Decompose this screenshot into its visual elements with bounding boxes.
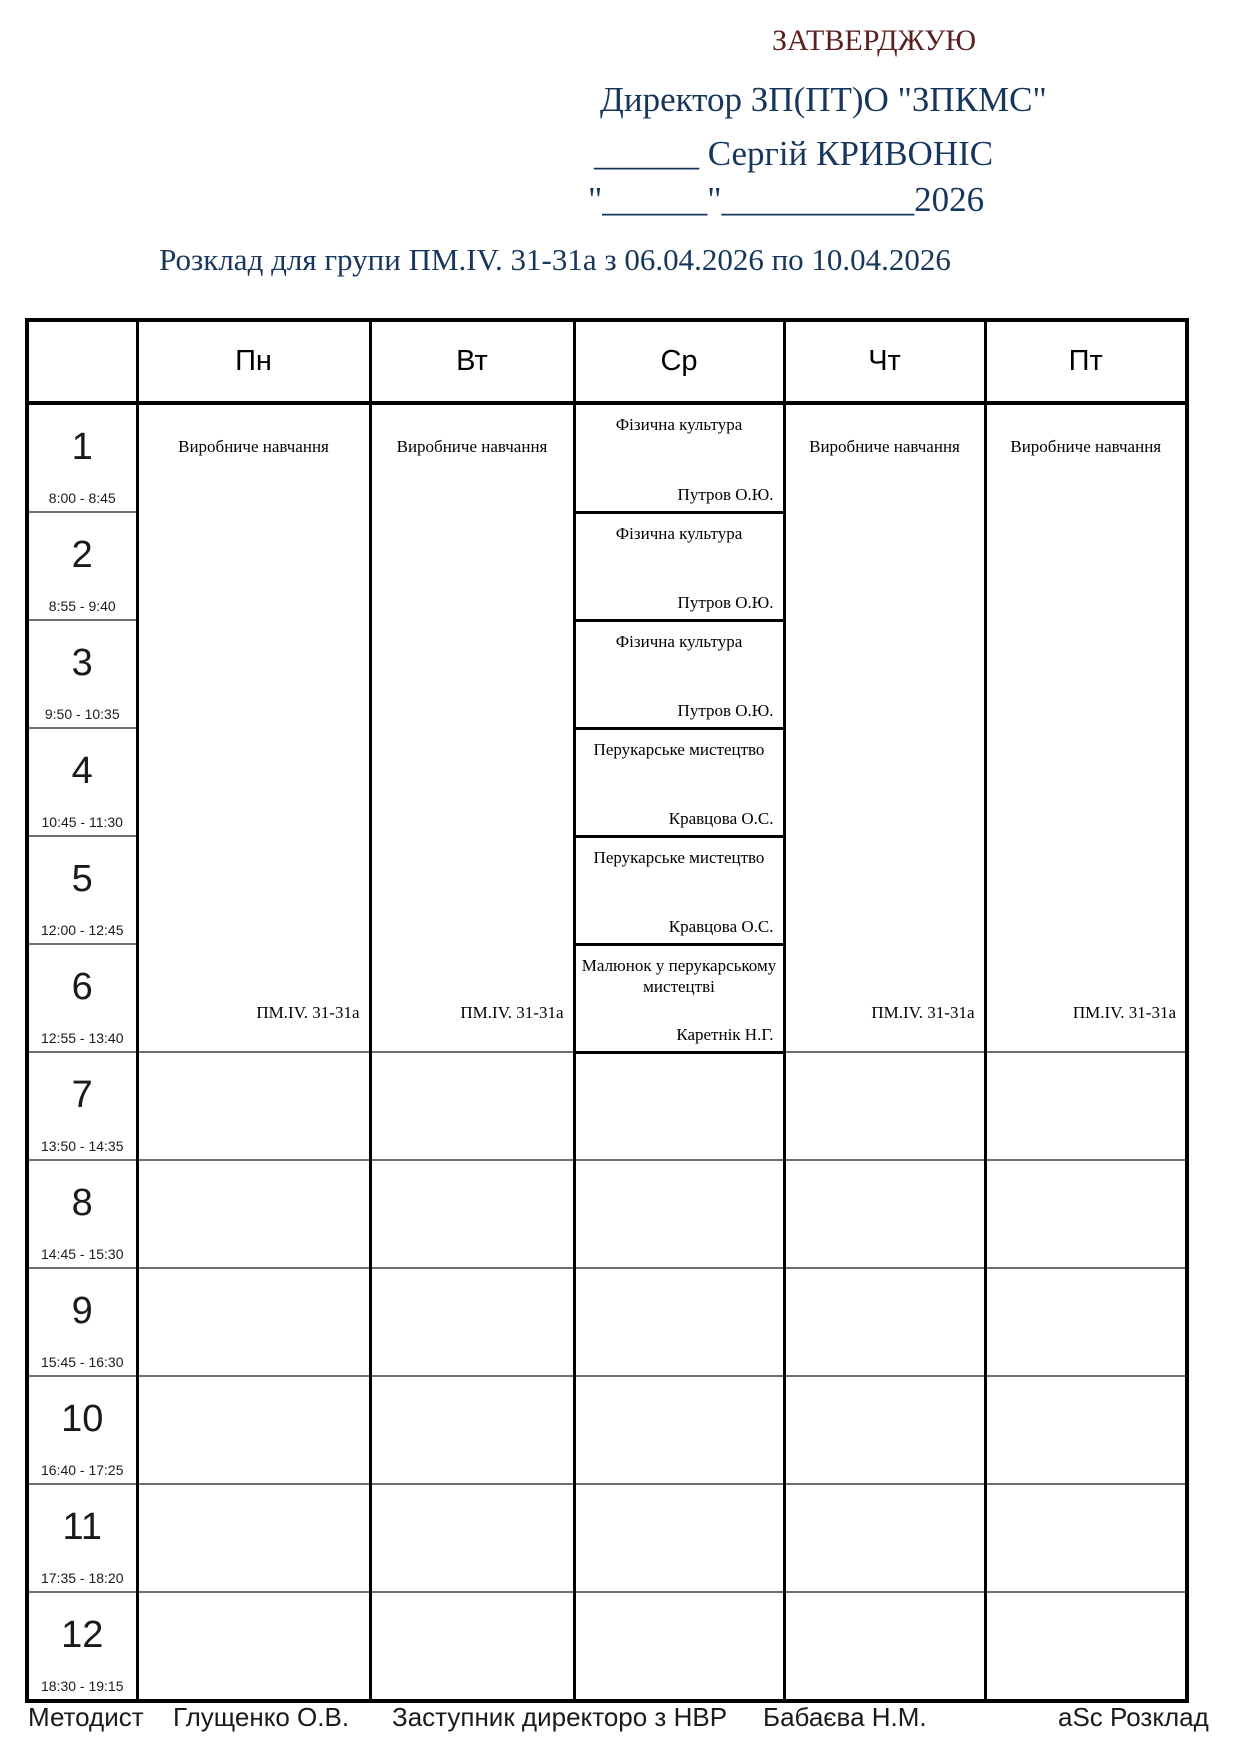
empty-cell-wed-9 <box>574 1268 784 1376</box>
approval-signature-line: ______ Сергій КРИВОНІС <box>594 134 994 173</box>
lesson-teacher: Путров О.Ю. <box>677 700 774 720</box>
empty-cell-wed-12 <box>574 1592 784 1701</box>
period-time: 17:35 - 18:20 <box>40 1570 124 1586</box>
period-number: 7 <box>71 1074 93 1116</box>
empty-cell-tue-12 <box>370 1592 574 1701</box>
empty-cell-wed-11 <box>574 1484 784 1592</box>
period-time: 8:00 - 8:45 <box>48 490 116 506</box>
period-cell-3 <box>27 620 137 728</box>
approval-director-line: Директор ЗП(ПТ)О "ЗПКМС" <box>600 80 1047 119</box>
approval-stamp: ЗАТВЕРДЖУЮ <box>772 24 977 57</box>
lesson-teacher: Кравцова О.С. <box>668 808 774 828</box>
lesson-subject: Виробниче навчання <box>396 437 548 456</box>
lesson-group: ПМ.IV. 31-31а <box>1072 1003 1176 1022</box>
period-time: 15:45 - 16:30 <box>40 1354 124 1370</box>
period-time: 12:00 - 12:45 <box>40 922 124 938</box>
lesson-cell-wed-1 <box>574 403 784 512</box>
lesson-subject: Фізична культура <box>615 523 743 543</box>
period-row-9 <box>27 1268 1187 1376</box>
lesson-teacher: Путров О.Ю. <box>677 484 774 504</box>
period-cell-7 <box>27 1052 137 1160</box>
empty-cell-mon-9 <box>137 1268 370 1376</box>
period-number: 11 <box>62 1506 102 1548</box>
empty-cell-mon-8 <box>137 1160 370 1268</box>
period-cell-6 <box>27 944 137 1052</box>
lesson-subject: Перукарське мистецтво <box>593 847 765 867</box>
period-number: 6 <box>71 966 93 1008</box>
lesson-cell-fri-merged <box>985 403 1187 1052</box>
empty-cell-mon-11 <box>137 1484 370 1592</box>
lesson-group: ПМ.IV. 31-31а <box>871 1003 975 1022</box>
lesson-teacher: Путров О.Ю. <box>677 592 774 612</box>
period-cell-2 <box>27 512 137 620</box>
period-number: 5 <box>71 858 93 900</box>
empty-cell-wed-7 <box>574 1052 784 1160</box>
empty-cell-fri-11 <box>985 1484 1187 1592</box>
lesson-subject: Малюнок у перукарському мистецтві <box>581 955 777 996</box>
period-number: 2 <box>71 534 93 576</box>
lesson-group: ПМ.IV. 31-31а <box>256 1003 360 1022</box>
period-time: 18:30 - 19:15 <box>40 1678 124 1694</box>
period-time: 16:40 - 17:25 <box>40 1462 124 1478</box>
period-number: 1 <box>71 426 93 468</box>
empty-cell-thu-7 <box>784 1052 985 1160</box>
lesson-cell-wed-5 <box>574 836 784 944</box>
period-time: 9:50 - 10:35 <box>44 706 120 722</box>
empty-cell-wed-8 <box>574 1160 784 1268</box>
period-number: 10 <box>61 1398 104 1440</box>
empty-cell-fri-8 <box>985 1160 1187 1268</box>
approval-date-line: "______"___________2026 <box>588 180 985 219</box>
empty-cell-thu-11 <box>784 1484 985 1592</box>
lesson-teacher: Каретнік Н.Г. <box>676 1024 774 1044</box>
day-header-row <box>27 320 1187 403</box>
period-row-8 <box>27 1160 1187 1268</box>
period-number: 9 <box>71 1290 93 1332</box>
lesson-cell-tue-merged <box>370 403 574 1052</box>
lesson-cell-wed-2 <box>574 512 784 620</box>
footer-methodist-label: Методист <box>28 1702 144 1732</box>
period-number: 12 <box>61 1614 104 1656</box>
period-time: 10:45 - 11:30 <box>41 814 123 830</box>
empty-cell-tue-7 <box>370 1052 574 1160</box>
lesson-subject: Виробниче навчання <box>1010 437 1162 456</box>
period-time: 14:45 - 15:30 <box>40 1246 124 1262</box>
lesson-cell-wed-3 <box>574 620 784 728</box>
period-cell-4 <box>27 728 137 836</box>
period-cell-1 <box>27 403 137 512</box>
empty-cell-fri-10 <box>985 1376 1187 1484</box>
empty-cell-tue-10 <box>370 1376 574 1484</box>
period-cell-11 <box>27 1484 137 1592</box>
empty-cell-fri-9 <box>985 1268 1187 1376</box>
day-header-thu: Чт <box>784 320 985 403</box>
period-number: 3 <box>71 642 93 684</box>
period-row-1 <box>27 403 1187 512</box>
empty-cell-thu-10 <box>784 1376 985 1484</box>
day-header-tue: Вт <box>370 320 574 403</box>
period-row-11 <box>27 1484 1187 1592</box>
footer-asc-brand: aSc Розклад <box>1058 1702 1209 1732</box>
page-title: Розклад для групи ПМ.IV. 31-31а з 06.04.2026 по 10.04.2026 <box>159 242 951 277</box>
empty-cell-thu-12 <box>784 1592 985 1701</box>
empty-cell-mon-12 <box>137 1592 370 1701</box>
lesson-subject: Перукарське мистецтво <box>593 739 765 759</box>
lesson-subject: Фізична культура <box>615 631 743 651</box>
period-cell-10 <box>27 1376 137 1484</box>
lesson-teacher: Кравцова О.С. <box>668 916 774 936</box>
period-row-7 <box>27 1052 1187 1160</box>
empty-cell-mon-7 <box>137 1052 370 1160</box>
empty-cell-thu-8 <box>784 1160 985 1268</box>
period-row-10 <box>27 1376 1187 1484</box>
corner-cell <box>27 320 137 403</box>
period-time: 8:55 - 9:40 <box>48 598 116 614</box>
lesson-cell-thu-merged <box>784 403 985 1052</box>
lesson-cell-wed-6 <box>574 944 784 1052</box>
lesson-group: ПМ.IV. 31-31а <box>460 1003 564 1022</box>
timetable <box>25 318 1189 1703</box>
period-cell-5 <box>27 836 137 944</box>
period-time: 13:50 - 14:35 <box>40 1138 124 1154</box>
lesson-subject: Фізична культура <box>615 415 743 434</box>
day-header-fri: Пт <box>985 320 1187 403</box>
lesson-subject: Виробниче навчання <box>178 437 329 456</box>
period-cell-12 <box>27 1592 137 1701</box>
period-cell-9 <box>27 1268 137 1376</box>
footer-deputy-label: Заступник директоро з НВР <box>392 1702 728 1732</box>
empty-cell-fri-12 <box>985 1592 1187 1701</box>
period-number: 8 <box>71 1182 93 1224</box>
footer-methodist-name: Глущенко О.В. <box>173 1702 350 1732</box>
lesson-cell-wed-4 <box>574 728 784 836</box>
period-row-12 <box>27 1592 1187 1701</box>
empty-cell-tue-8 <box>370 1160 574 1268</box>
empty-cell-wed-10 <box>574 1376 784 1484</box>
lesson-cell-mon-merged <box>137 403 370 1052</box>
empty-cell-tue-11 <box>370 1484 574 1592</box>
day-header-wed: Ср <box>574 320 784 403</box>
lesson-subject: Виробниче навчання <box>809 437 960 456</box>
empty-cell-thu-9 <box>784 1268 985 1376</box>
period-cell-8 <box>27 1160 137 1268</box>
period-time: 12:55 - 13:40 <box>40 1030 124 1046</box>
day-header-mon: Пн <box>137 320 370 403</box>
empty-cell-fri-7 <box>985 1052 1187 1160</box>
period-number: 4 <box>71 750 93 792</box>
empty-cell-mon-10 <box>137 1376 370 1484</box>
empty-cell-tue-9 <box>370 1268 574 1376</box>
footer-deputy-name: Бабаєва Н.М. <box>763 1702 927 1732</box>
